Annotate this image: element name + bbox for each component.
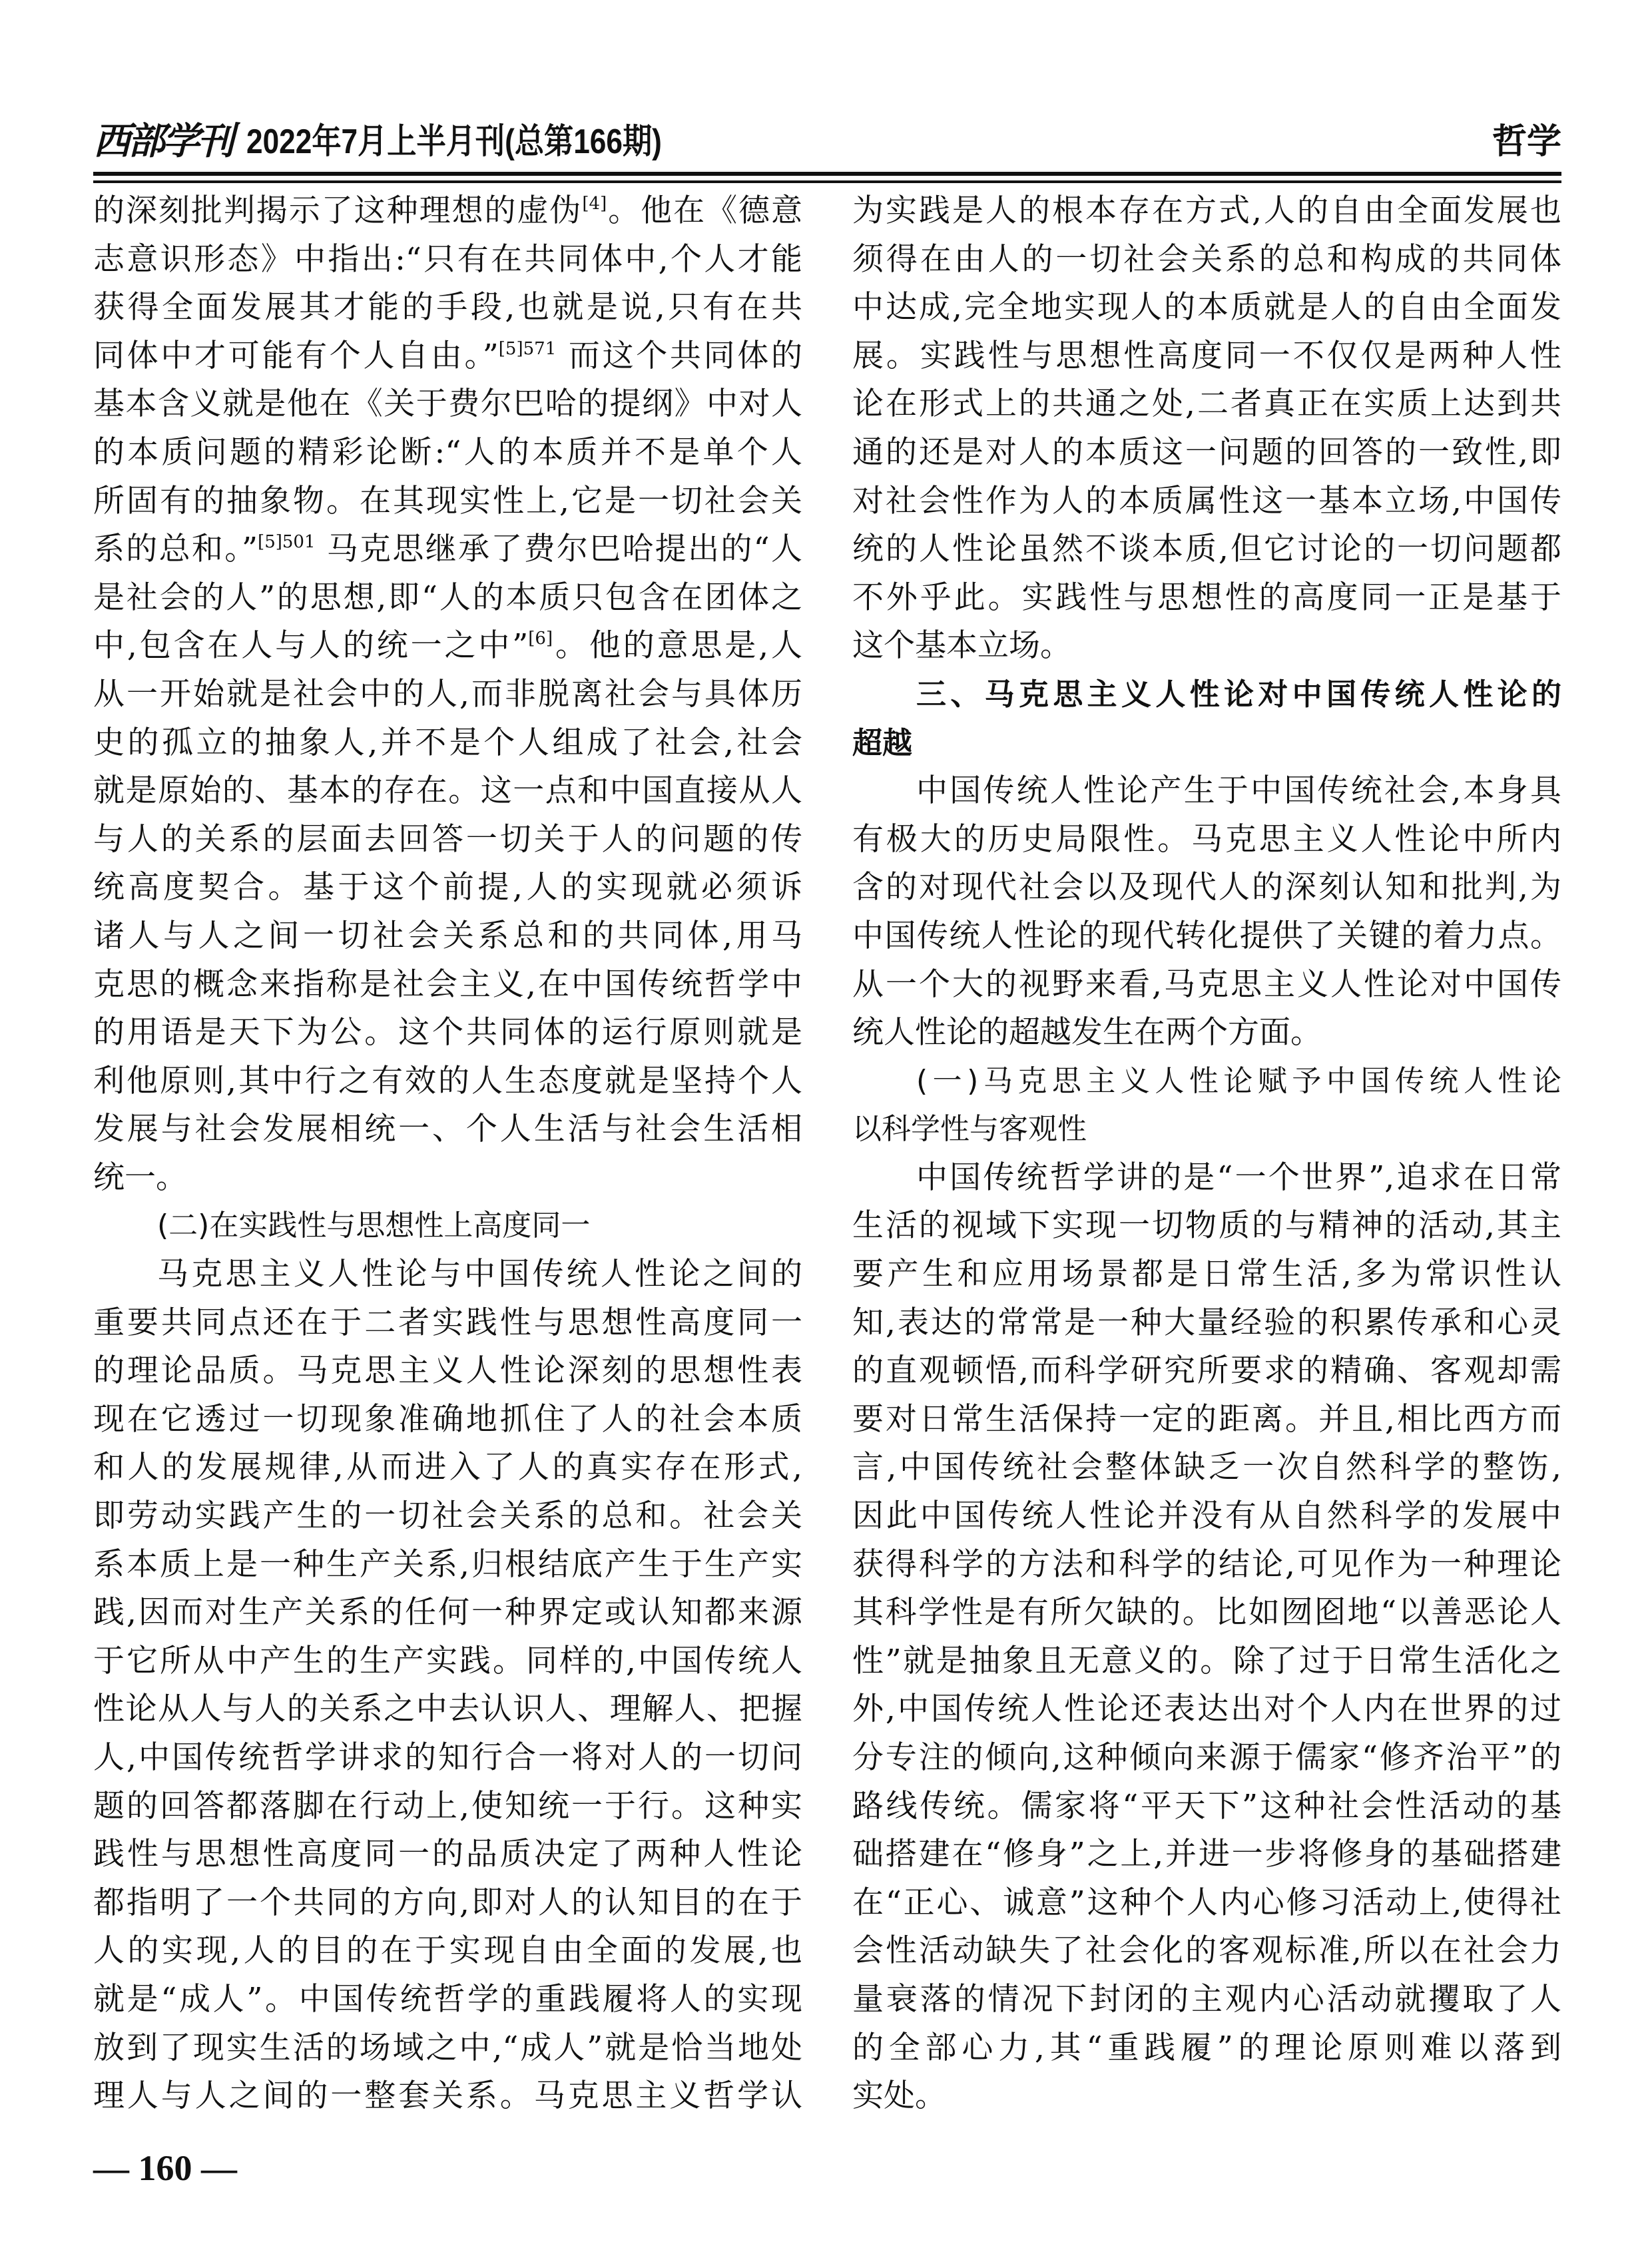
text-segment: 中国传统人性论的现代转化提供了关键的着力点。	[852, 917, 1561, 954]
text-segment: 人,中国传统哲学讲求的知行合一将对人的一切问	[93, 1739, 802, 1776]
text-segment: 性”就是抽象且无意义的。除了过于日常生活化之	[852, 1642, 1561, 1679]
text-segment: 理人与人之间的一整套关系。马克思主义哲学认	[93, 2078, 802, 2115]
text-segment: 利他原则,其中行之有效的人生态度就是坚持个人	[93, 1062, 802, 1099]
text-segment: 有极大的历史局限性。马克思主义人性论中所内	[852, 820, 1561, 858]
text-line	[852, 236, 1561, 284]
text-line	[93, 1589, 802, 1637]
text-line	[852, 1154, 1561, 1203]
text-line	[852, 1879, 1561, 1928]
right-column	[852, 187, 1561, 2121]
text-line	[852, 912, 1561, 961]
text-line	[93, 187, 802, 236]
text-line	[852, 1589, 1561, 1637]
text-segment: 路线传统。儒家将“平天下”这种社会性活动的基	[852, 1787, 1561, 1824]
text-segment: 其科学性是有所欠缺的。比如囫囵地“以善恶论人	[852, 1594, 1561, 1631]
text-segment: 在“正心、诚意”这种个人内心修习活动上,使得社	[852, 1884, 1561, 1921]
text-line	[93, 1492, 802, 1541]
text-segment: 践,因而对生产关系的任何一种界定或认知都来源	[93, 1594, 802, 1631]
text-segment: 基本含义就是他在《关于费尔巴哈的提纲》中对人	[93, 386, 802, 423]
text-segment: 践性与思想性高度同一的品质决定了两种人性论	[93, 1836, 802, 1873]
text-line	[93, 574, 802, 623]
text-segment: 的直观顿悟,而科学研究所要求的精确、客观却需	[852, 1352, 1561, 1390]
text-segment: 马克思继承了费尔巴哈提出的“人	[315, 531, 802, 568]
text-line	[852, 1637, 1561, 1686]
text-line	[852, 477, 1561, 526]
text-segment: 要对日常生活保持一定的距离。并且,相比西方而	[852, 1400, 1561, 1438]
text-segment: 于它所从中产生的生产实践。同样的,中国传统人	[93, 1642, 802, 1679]
text-segment: 三、马克思主义人性论对中国传统人性论的	[916, 676, 1561, 712]
text-segment: 。他在《德意	[607, 192, 802, 229]
text-line	[93, 1057, 802, 1106]
section-heading	[93, 1202, 802, 1251]
text-segment: 言,中国传统社会整体缺乏一次自然科学的整饬,	[852, 1449, 1561, 1486]
text-segment: 以科学性与客观性	[852, 1112, 1087, 1147]
text-segment: 统人性论的超越发生在两个方面。	[852, 1014, 1322, 1051]
text-segment: 诸人与人之间一切社会关系总和的共同体,用马	[93, 917, 802, 954]
text-line	[852, 1783, 1561, 1831]
text-segment: 中达成,完全地实现人的本质就是人的自由全面发	[852, 289, 1561, 326]
text-segment: 从一个大的视野来看,马克思主义人性论对中国传	[852, 966, 1561, 1003]
text-segment: 展。实践性与思想性高度同一不仅仅是两种人性	[852, 337, 1561, 374]
text-segment: 的全部心力,其“重践履”的理论原则难以落到	[852, 2029, 1561, 2066]
text-segment: 而这个共同体的	[556, 337, 802, 374]
text-line	[93, 816, 802, 864]
text-segment: 为实践是人的根本存在方式,人的自由全面发展也	[852, 192, 1561, 229]
text-line	[852, 1830, 1561, 1879]
text-segment: 分专注的倾向,这种倾向来源于儒家“修齐治平”的	[852, 1739, 1561, 1776]
text-segment: 论在形式上的共通之处,二者真正在实质上达到共	[852, 386, 1561, 423]
text-segment: 即劳动实践产生的一切社会关系的总和。社会关	[93, 1498, 802, 1535]
text-segment: 获得科学的方法和科学的结论,可见作为一种理论	[852, 1545, 1561, 1583]
text-segment: 统一。	[93, 1159, 187, 1196]
text-segment: 会性活动缺失了社会化的客观标准,所以在社会力	[852, 1932, 1561, 1970]
text-line	[93, 477, 802, 526]
text-line	[93, 1202, 802, 1251]
text-segment: 知,表达的常常是一种大量经验的积累传承和心灵	[852, 1304, 1561, 1341]
text-line	[93, 1251, 802, 1299]
text-line	[852, 1685, 1561, 1734]
paragraph	[852, 767, 1561, 1057]
text-line	[852, 2024, 1561, 2073]
text-segment: 系本质上是一种生产关系,归根结底产生于生产实	[93, 1545, 802, 1583]
text-line	[93, 2024, 802, 2073]
section-heading	[852, 1057, 1561, 1154]
left-column	[93, 187, 802, 2121]
text-line	[852, 864, 1561, 912]
citation-superscript: [5]571	[498, 338, 557, 359]
text-segment: 统的人性论虽然不谈本质,但它讨论的一切问题都	[852, 531, 1561, 568]
text-line	[852, 187, 1561, 236]
issue-info: 2022年7月上半月刊(总第166期)	[246, 123, 662, 161]
header-rule-thin	[93, 180, 1561, 183]
text-segment: 与人的关系的层面去回答一切关于人的问题的传	[93, 820, 802, 858]
text-line	[852, 284, 1561, 332]
text-line	[93, 671, 802, 719]
text-line	[93, 2072, 802, 2121]
text-segment: 系的总和。”	[93, 531, 258, 568]
text-segment: 马克思主义人性论与中国传统人性论之间的	[157, 1256, 802, 1293]
text-segment: 因此中国传统人性论并没有从自然科学的发展中	[852, 1498, 1561, 1535]
text-line	[93, 1541, 802, 1589]
text-line	[852, 1396, 1561, 1444]
paragraph	[93, 187, 802, 1202]
text-line	[852, 1734, 1561, 1783]
text-segment: 外,中国传统人性论还表达出对个人内在世界的过	[852, 1691, 1561, 1728]
text-line	[852, 1057, 1561, 1106]
journal-logo: 西部学刊	[93, 119, 232, 163]
text-line	[852, 719, 1561, 768]
text-segment: 须得在由人的一切社会关系的总和构成的共同体	[852, 240, 1561, 278]
text-segment: 通的还是对人的本质这一问题的回答的一致性,即	[852, 433, 1561, 471]
text-line	[93, 1154, 802, 1203]
text-line	[852, 622, 1561, 671]
text-line	[93, 1637, 802, 1686]
text-line	[93, 284, 802, 332]
text-segment: 超越	[852, 724, 913, 760]
text-line	[93, 1299, 802, 1348]
text-segment: 的本质问题的精彩论断:“人的本质并不是单个人	[93, 433, 802, 471]
text-line	[93, 622, 802, 671]
text-line	[852, 816, 1561, 864]
paragraph	[852, 187, 1561, 671]
text-line	[852, 1927, 1561, 1976]
text-segment: 史的孤立的抽象人,并不是个人组成了社会,社会	[93, 724, 802, 761]
text-segment: (一)马克思主义人性论赋予中国传统人性论	[916, 1063, 1561, 1098]
text-segment: 同体中才可能有个人自由。”	[93, 337, 499, 374]
text-line	[93, 1009, 802, 1057]
text-line	[93, 1347, 802, 1396]
text-line	[93, 332, 802, 381]
citation-superscript: [6]	[528, 629, 553, 649]
text-segment: 是社会的人”的思想,即“人的本质只包含在团体之	[93, 579, 802, 616]
text-segment: 。他的意思是,人	[553, 627, 802, 665]
citation-superscript: [4]	[582, 194, 607, 214]
text-segment: 获得全面发展其才能的手段,也就是说,只有在共	[93, 289, 802, 326]
text-segment: 放到了现实生活的场域之中,“成人”就是恰当地处	[93, 2029, 802, 2066]
text-line	[852, 574, 1561, 623]
text-line	[852, 1299, 1561, 1348]
text-segment: 要产生和应用场景都是日常生活,多为常识性认	[852, 1256, 1561, 1293]
text-line	[93, 525, 802, 574]
text-segment: 中,包含在人与人的统一之中”	[93, 627, 529, 665]
section-heading	[852, 671, 1561, 767]
text-line	[93, 1444, 802, 1492]
text-segment: 人的实现,人的目的在于实现自由全面的发展,也	[93, 1932, 802, 1970]
text-segment: 性论从人与人的关系之中去认识人、理解人、把握	[93, 1691, 802, 1728]
section-label: 哲学	[1492, 122, 1561, 162]
text-segment: 不外乎此。实践性与思想性的高度同一正是基于	[852, 579, 1561, 616]
text-segment: (二)在实践性与思想性上高度同一	[157, 1209, 591, 1243]
text-segment: 这个基本立场。	[852, 627, 1071, 665]
paragraph	[852, 1154, 1561, 2121]
text-segment: 对社会性作为人的本质属性这一基本立场,中国传	[852, 482, 1561, 519]
text-segment: 重要共同点还在于二者实践性与思想性高度同一	[93, 1304, 802, 1341]
text-line	[93, 1927, 802, 1976]
text-line	[93, 767, 802, 816]
text-line	[93, 1976, 802, 2024]
text-line	[852, 380, 1561, 429]
text-segment: 发展与社会发展相统一、个人生活与社会生活相	[93, 1111, 802, 1148]
citation-superscript: [5]501	[258, 532, 316, 553]
text-line	[93, 1685, 802, 1734]
text-line	[93, 236, 802, 284]
text-segment: 含的对现代社会以及现代人的深刻认知和批判,为	[852, 869, 1561, 906]
page-number: — 160 —	[93, 2148, 237, 2188]
text-line	[852, 2072, 1561, 2121]
text-line	[852, 1976, 1561, 2024]
text-line	[93, 1830, 802, 1879]
text-line	[852, 1492, 1561, 1541]
text-line	[852, 429, 1561, 477]
text-segment: 中国传统人性论产生于中国传统社会,本身具	[916, 772, 1561, 810]
text-segment: 的理论品质。马克思主义人性论深刻的思想性表	[93, 1352, 802, 1390]
text-segment: 生活的视域下实现一切物质的与精神的活动,其主	[852, 1207, 1561, 1245]
text-line	[93, 1783, 802, 1831]
text-segment: 题的回答都落脚在行动上,使知统一于行。这种实	[93, 1787, 802, 1824]
paragraph	[93, 1251, 802, 2121]
header-rule-thick	[93, 172, 1561, 176]
text-segment: 的用语是天下为公。这个共同体的运行原则就是	[93, 1014, 802, 1051]
text-line	[852, 961, 1561, 1009]
text-line	[93, 380, 802, 429]
text-segment: 实处。	[852, 2078, 946, 2115]
text-line	[852, 1009, 1561, 1057]
text-line	[93, 1105, 802, 1154]
text-line	[852, 767, 1561, 816]
text-line	[93, 961, 802, 1009]
text-line	[93, 864, 802, 912]
text-segment: 础搭建在“修身”之上,并进一步将修身的基础搭建	[852, 1836, 1561, 1873]
text-segment: 现在它透过一切现象准确地抓住了人的社会本质	[93, 1400, 802, 1438]
text-line	[852, 1202, 1561, 1251]
text-segment: 统高度契合。基于这个前提,人的实现就必须诉	[93, 869, 802, 906]
text-segment: 量衰落的情况下封闭的主观内心活动就攫取了人	[852, 1980, 1561, 2018]
text-line	[93, 719, 802, 768]
text-segment: 就是原始的、基本的存在。这一点和中国直接从人	[93, 772, 802, 810]
text-segment: 就是“成人”。中国传统哲学的重践履将人的实现	[93, 1980, 802, 2018]
text-line	[852, 1251, 1561, 1299]
text-segment: 志意识形态》中指出:“只有在共同体中,个人才能	[93, 240, 802, 278]
text-segment: 所固有的抽象物。在其现实性上,它是一切社会关	[93, 482, 802, 519]
text-line	[93, 1879, 802, 1928]
text-line	[852, 1347, 1561, 1396]
text-line	[852, 1105, 1561, 1154]
text-line	[852, 671, 1561, 719]
text-segment: 和人的发展规律,从而进入了人的真实存在形式,	[93, 1449, 802, 1486]
text-line	[93, 1396, 802, 1444]
text-line	[93, 912, 802, 961]
running-header	[93, 107, 1561, 166]
text-segment: 的深刻批判揭示了这种理想的虚伪	[93, 192, 583, 229]
text-segment: 克思的概念来指称是社会主义,在中国传统哲学中	[93, 966, 802, 1003]
text-segment: 都指明了一个共同的方向,即对人的认知目的在于	[93, 1884, 802, 1921]
text-line	[852, 1541, 1561, 1589]
text-segment: 中国传统哲学讲的是“一个世界”,追求在日常	[916, 1159, 1561, 1196]
text-line	[93, 429, 802, 477]
text-line	[93, 1734, 802, 1783]
text-line	[852, 332, 1561, 381]
text-line	[852, 1444, 1561, 1492]
text-line	[852, 525, 1561, 574]
text-segment: 从一开始就是社会中的人,而非脱离社会与具体历	[93, 675, 802, 712]
